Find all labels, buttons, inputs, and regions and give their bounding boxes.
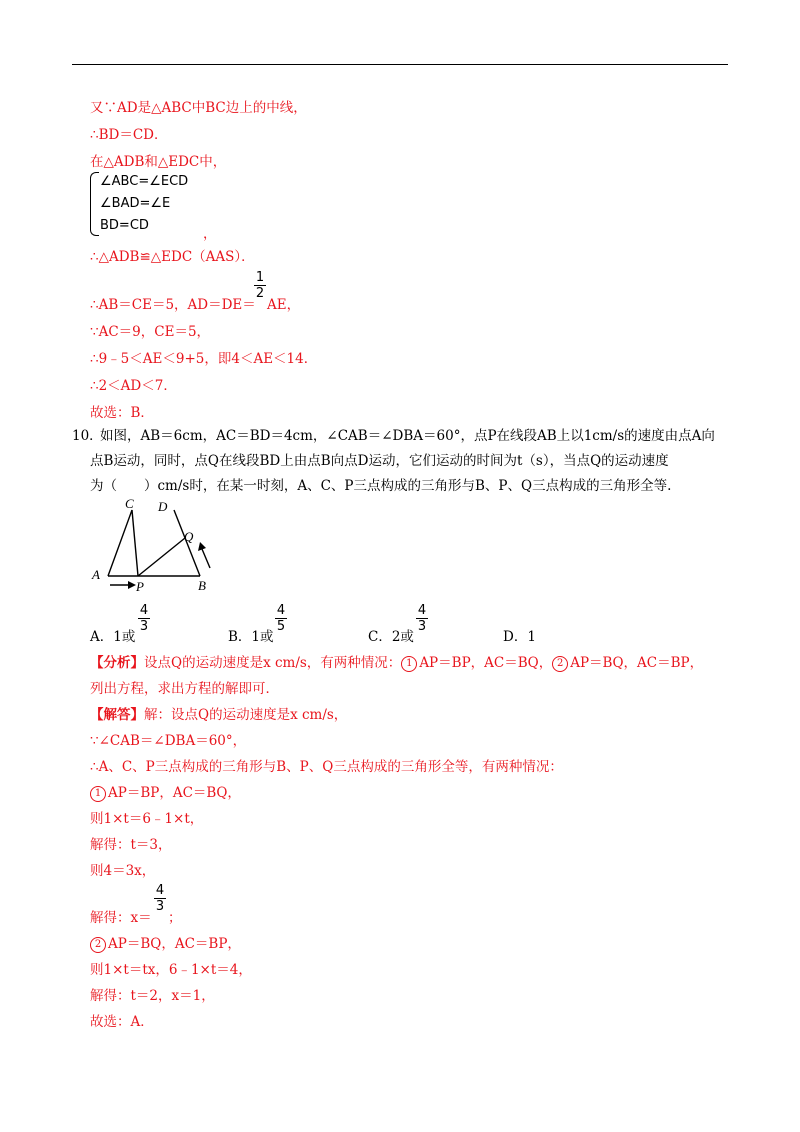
analysis-tag: 【分析】 [90,655,144,671]
label-B: B [198,578,206,593]
solution-line-9 [90,932,241,953]
prev-line-6: ∵AC＝9，CE＝5， [90,324,211,340]
prev-line-7: ∴9﹣5＜AE＜9+5，即4＜AE＜14． [90,351,318,367]
solution-line-12: 故选：A． [90,1014,154,1030]
system-eq-2: ∠BAD=∠E [100,196,171,211]
fraction-denominator: 3 [155,899,165,914]
option-c: C．2或 [368,629,414,645]
fraction-denominator: 3 [139,619,149,634]
fraction-numerator: 1 [255,270,265,285]
label-A: A [92,567,100,582]
solution-line-2: ∵∠CAB＝∠DBA＝60°， [90,733,247,749]
fraction-numerator: 4 [139,603,149,618]
solution-line-8-fraction [154,884,166,913]
analysis-line-2: 列出方程，求出方程的解即可． [90,681,279,697]
circled-number-1: 1 [90,786,106,802]
prev-line-8: ∴2＜AD＜7． [90,378,177,394]
option-a: A．1或 [90,629,136,645]
prev-line-5-fraction [254,271,266,300]
label-C: C [125,496,134,511]
solution-line-5: 则1×t＝6﹣1×t， [90,811,204,827]
solution-line-7: 则4＝3x， [90,863,156,879]
solution-tag: 【解答】 [90,707,144,723]
question-line-3: 为（ ）cm/s时，在某一时刻，A、C、P三点构成的三角形与B、P、Q三点构成的三角形全等. [90,478,672,494]
option-a-fraction [138,604,150,633]
label-D: D [158,499,168,514]
segment-AC [108,510,132,576]
solution-text-9: AP＝BQ，AC＝BP， [108,936,241,952]
fraction-numerator: 4 [155,883,165,898]
prev-line-3: 在△ADB和△EDC中， [90,154,227,170]
solution-line-8-pre: 解得：x＝ [90,910,152,926]
solution-line-11: 解得：t＝2，x＝1， [90,988,215,1004]
prev-line-1: 又∵AD是△ABC中BC边上的中线， [90,100,307,116]
analysis-line-1 [90,651,703,672]
solution-text-1: 解：设点Q的运动速度是x cm/s， [144,707,348,723]
analysis-text-2: AP＝BP，AC＝BQ， [419,655,553,671]
arrow-Q-direction [202,549,210,568]
option-b-fraction [275,604,287,633]
prev-line-9: 故选：B． [90,405,154,421]
prev-line-5-post: AE， [267,297,301,313]
header-rule [72,64,728,65]
system-brace [90,172,99,236]
label-Q: Q [184,529,194,544]
analysis-text-1: 设点Q的运动速度是x cm/s，有两种情况： [144,655,402,671]
analysis-text-3: AP＝BQ，AC＝BP， [570,655,704,671]
geometry-figure [88,496,238,596]
option-b: B．1或 [228,629,274,645]
circled-number-1: 1 [401,656,417,672]
solution-line-4 [90,781,241,802]
arrow-P-head [128,581,136,589]
option-d: D．1 [503,629,536,645]
fraction-denominator: 2 [255,286,265,301]
prev-line-4: ∴△ADB≌△EDC（AAS）． [90,249,255,265]
fraction-numerator: 4 [276,603,286,618]
fraction-numerator: 4 [417,603,427,618]
question-line-2: 点B运动，同时，点Q在线段BD上由点B向点D运动，它们运动的时间为t（s），当点Q的运动速度 [90,453,669,469]
prev-line-5-pre: ∴AB＝CE＝5，AD＝DE＝ [90,297,256,313]
solution-line-8-post: ； [168,910,182,926]
prev-line-2: ∴BD＝CD． [90,127,168,143]
solution-line-3: ∴A、C、P三点构成的三角形与B、P、Q三点构成的三角形全等，有两种情况： [90,759,563,775]
solution-text-4: AP＝BP，AC＝BQ， [108,785,241,801]
circled-number-2: 2 [552,656,568,672]
system-comma: ， [203,226,217,242]
segment-PQ [138,538,185,576]
circled-number-2: 2 [90,937,106,953]
question-number: 10． [72,428,103,444]
option-c-fraction [416,604,428,633]
label-P: P [136,579,144,594]
segment-CP [132,510,138,576]
question-line-1: 如图，AB＝6cm，AC＝BD＝4cm，∠CAB＝∠DBA＝60°，点P在线段AB上以1cm/s的速度由点A向 [100,428,715,444]
fraction-denominator: 5 [276,619,286,634]
solution-line-10: 则1×t＝tx，6﹣1×t＝4， [90,962,252,978]
solution-line-1 [90,703,347,723]
fraction-denominator: 3 [417,619,427,634]
system-eq-1: ∠ABC=∠ECD [100,174,189,189]
system-eq-3: BD=CD [100,218,149,233]
solution-line-6: 解得：t＝3， [90,837,172,853]
